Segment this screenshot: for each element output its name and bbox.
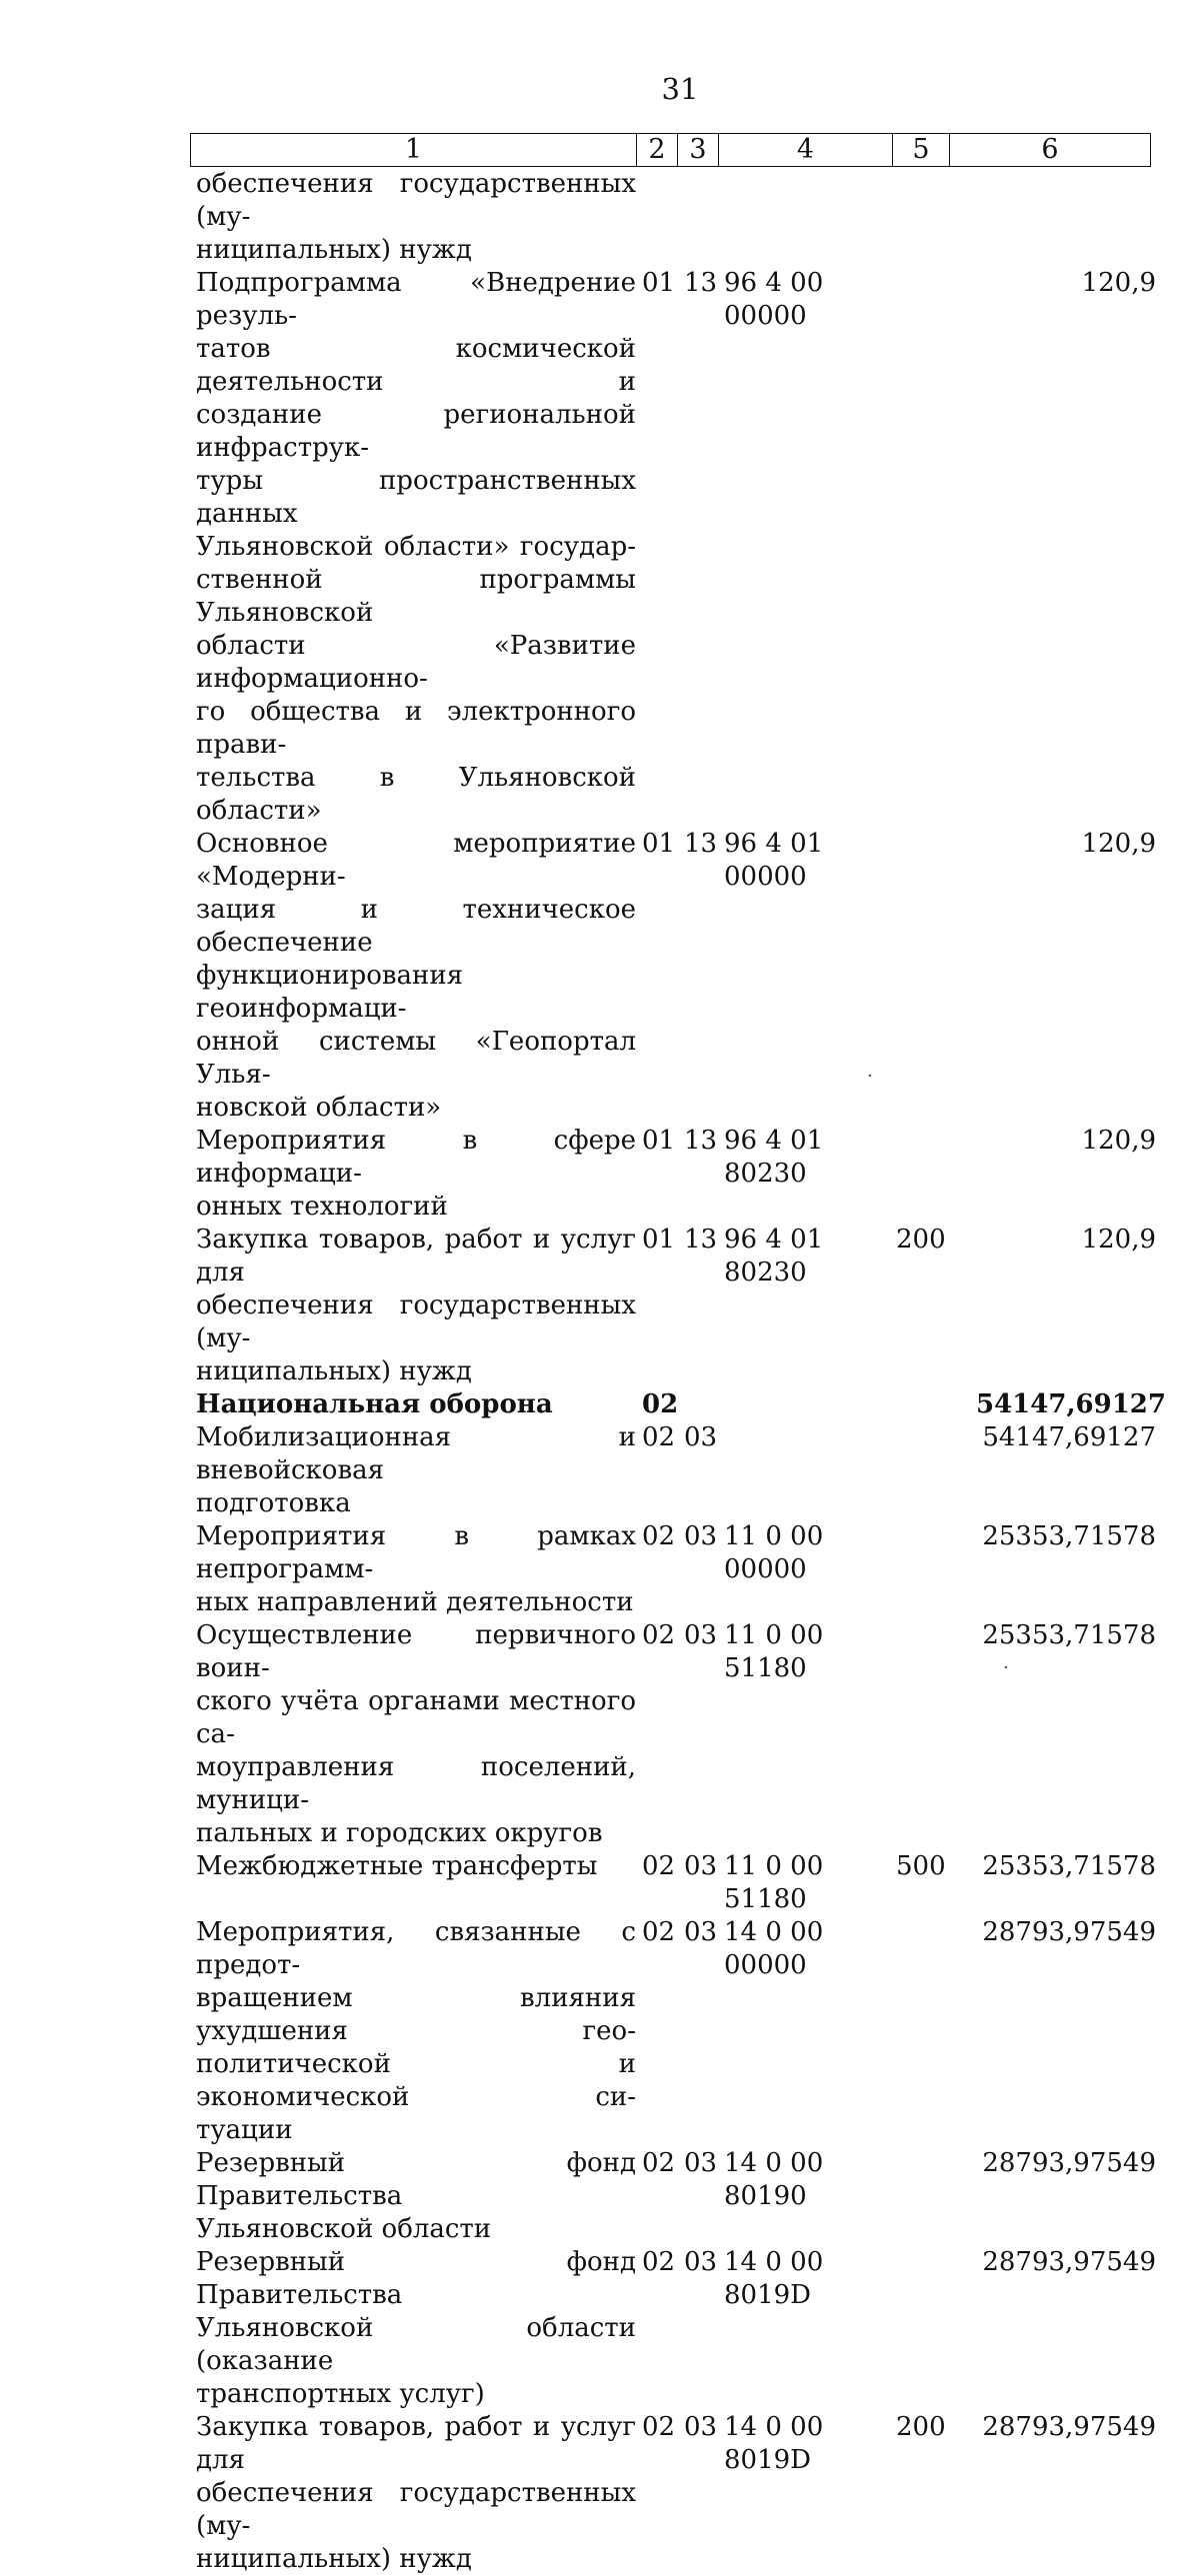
row-c3: 13 (684, 268, 718, 298)
row-name-line: транспортных услуг) (196, 2379, 485, 2409)
row-c6: 28793,97549 (982, 2247, 1156, 2277)
row-name (196, 828, 642, 1125)
row-name-line: пальных и городских округов (196, 1818, 603, 1848)
row-name-line: новской области» (196, 1093, 442, 1123)
row-c5 (896, 1520, 976, 1619)
row-c6: 25353,71578 (982, 1851, 1156, 1881)
row-name-line: Осуществление первичного воин- (196, 1620, 636, 1683)
row-name-line: вращением влияния ухудшения гео- (196, 1983, 636, 2046)
row-c2: 02 (642, 1851, 676, 1881)
row-c2: 01 (642, 1126, 676, 1156)
row-c2 (642, 168, 684, 267)
row-c2: 01 (642, 829, 676, 859)
row-name-line: Основное мероприятие «Модерни- (196, 829, 636, 892)
row-c6: 25353,71578 (982, 1620, 1156, 1650)
row-name-line: онной системы «Геопортал Улья- (196, 1027, 636, 1090)
row-c5 (896, 168, 976, 267)
row-c3: 03 (684, 1521, 718, 1551)
table-row (196, 1619, 1196, 1850)
row-c4 (724, 168, 896, 267)
row-c3: 13 (684, 1225, 718, 1255)
row-c3 (684, 1388, 724, 1421)
row-c5 (896, 1388, 976, 1421)
row-c4: 96 4 01 00000 (724, 829, 824, 892)
table-row (196, 2246, 1196, 2411)
row-name-line: го общества и электронного прави- (196, 697, 636, 760)
row-name-line: зация и техническое обеспечение (196, 895, 636, 958)
row-c5: 500 (896, 1851, 946, 1881)
row-name-line: создание региональной инфраструк- (196, 400, 636, 463)
row-c3: 03 (684, 2412, 718, 2442)
row-c6: 120,9 (1081, 829, 1156, 859)
row-name-line: обеспечения государственных (му- (196, 169, 636, 232)
header-col-3: 3 (678, 134, 719, 167)
row-name-line: туации (196, 2115, 293, 2145)
row-c4 (724, 1421, 896, 1520)
row-c6: 120,9 (1081, 1225, 1156, 1255)
row-name-line: ственной программы Ульяновской (196, 565, 636, 628)
table-body (196, 168, 1196, 2576)
row-c5 (896, 1421, 976, 1520)
row-c6: 28793,97549 (982, 2412, 1156, 2442)
header-col-5: 5 (893, 134, 950, 167)
row-name (196, 1520, 642, 1619)
row-name-line: обеспечения государственных (му- (196, 2478, 636, 2541)
row-c4: 11 0 00 51180 (724, 1851, 824, 1914)
table-row (196, 1421, 1196, 1520)
row-name-line: Резервный фонд Правительства (196, 2247, 636, 2310)
row-c3: 03 (684, 2148, 718, 2178)
row-c4: 11 0 00 51180 (724, 1620, 824, 1683)
table-row (196, 1224, 1196, 1388)
row-name-line: ных направлений деятельности (196, 1587, 634, 1617)
row-name (196, 1388, 642, 1421)
row-name-line: Мероприятия в рамках непрограмм- (196, 1521, 636, 1584)
row-c6: 120,9 (1081, 268, 1156, 298)
row-name (196, 1421, 642, 1520)
row-name-line: Закупка товаров, работ и услуг для (196, 1225, 636, 1288)
row-name (196, 168, 642, 267)
table-row (196, 828, 1196, 1125)
row-name-line: моуправления поселений, муници- (196, 1752, 636, 1815)
row-name-line: Национальная оборона (196, 1389, 553, 1419)
row-c4: 14 0 00 80190 (724, 2148, 824, 2211)
table-row (196, 1520, 1196, 1619)
table-row (196, 1125, 1196, 1224)
row-c5 (896, 1619, 976, 1850)
row-c3: 03 (684, 1422, 718, 1452)
row-c2: 01 (642, 268, 676, 298)
row-name-line: тельства в Ульяновской области» (196, 763, 636, 826)
row-name-line: функционирования геоинформаци- (196, 961, 464, 1024)
page-number: 31 (661, 72, 699, 106)
row-c4 (724, 1388, 896, 1421)
row-name (196, 1125, 642, 1224)
row-name-line: политической и экономической си- (196, 2049, 636, 2112)
row-name (196, 2147, 642, 2246)
row-c2: 02 (642, 2412, 676, 2442)
row-c5 (896, 1916, 976, 2147)
row-c5: 200 (896, 2412, 946, 2442)
header-col-6: 6 (950, 134, 1151, 167)
row-c3: 13 (684, 1126, 718, 1156)
row-name (196, 1619, 642, 1850)
row-name-line: Мероприятия в сфере информаци- (196, 1126, 636, 1189)
row-name-line: Мероприятия, связанные с предот- (196, 1917, 636, 1980)
row-c4: 11 0 00 00000 (724, 1521, 824, 1584)
row-name-line: ниципальных) нужд (196, 235, 472, 265)
row-c6: 54147,69127 (982, 1422, 1156, 1452)
row-c4: 96 4 00 00000 (724, 268, 824, 331)
table-row (196, 2147, 1196, 2246)
row-name-line: Закупка товаров, работ и услуг для (196, 2412, 636, 2475)
row-name (196, 1850, 642, 1916)
table-row (196, 1388, 1196, 1421)
scan-speck: · (1003, 1657, 1009, 1678)
row-name (196, 1224, 642, 1388)
row-c2: 02 (642, 1620, 676, 1650)
row-name (196, 2246, 642, 2411)
row-name-line: Мобилизационная и вневойсковая (196, 1422, 636, 1485)
row-name-line: области «Развитие информационно- (196, 631, 636, 694)
row-name-line: ниципальных) нужд (196, 2544, 472, 2574)
row-name-line: туры пространственных данных (196, 466, 636, 529)
row-c2: 01 (642, 1225, 676, 1255)
row-c5 (896, 828, 976, 1125)
row-c6: 120,9 (1081, 1126, 1156, 1156)
table-row (196, 168, 1196, 267)
row-c6: 28793,97549 (982, 2148, 1156, 2178)
row-c3: 03 (684, 1620, 718, 1650)
row-c3: 03 (684, 2247, 718, 2277)
row-name (196, 267, 642, 828)
table-row (196, 267, 1196, 828)
row-c3 (684, 168, 724, 267)
row-c4: 96 4 01 80230 (724, 1126, 824, 1189)
row-name (196, 1916, 642, 2147)
row-name-line: ниципальных) нужд (196, 1356, 472, 1386)
row-name (196, 2411, 642, 2576)
table-row (196, 1850, 1196, 1916)
row-c6: 25353,71578 (982, 1521, 1156, 1551)
row-name-line: Резервный фонд Правительства (196, 2148, 636, 2211)
row-c2: 02 (642, 1521, 676, 1551)
row-name-line: Ульяновской области (оказание (196, 2313, 636, 2376)
row-c2: 02 (642, 1422, 676, 1452)
row-name-line: обеспечения государственных (му- (196, 1290, 636, 1353)
row-c3: 03 (684, 1851, 718, 1881)
row-c2: 02 (642, 1389, 679, 1419)
row-c3: 03 (684, 1917, 718, 1947)
row-c6: 54147,69127 (976, 1389, 1166, 1419)
row-name-line: Ульяновской области» государ- (196, 532, 636, 562)
row-name-line: Межбюджетные трансферты (196, 1851, 598, 1881)
row-c2: 02 (642, 2247, 676, 2277)
row-c5 (896, 267, 976, 828)
scan-speck: · (867, 1066, 873, 1087)
header-col-1: 1 (191, 134, 637, 167)
row-name-line: татов космической деятельности и (196, 334, 636, 397)
row-c4: 14 0 00 8019D (724, 2412, 824, 2475)
row-c6 (976, 168, 1196, 267)
row-c6: 28793,97549 (982, 1917, 1156, 1947)
row-c5 (896, 2246, 976, 2411)
row-name-line: Подпрограмма «Внедрение резуль- (196, 268, 636, 331)
row-c4: 96 4 01 80230 (724, 1225, 824, 1288)
header-col-4: 4 (719, 134, 893, 167)
table-header (190, 133, 1151, 167)
row-c5: 200 (896, 1225, 946, 1255)
header-col-2: 2 (637, 134, 678, 167)
row-name-line: ского учёта органами местного са- (196, 1686, 636, 1749)
row-c5 (896, 2147, 976, 2246)
row-name-line: онных технологий (196, 1192, 448, 1222)
row-c4: 14 0 00 00000 (724, 1917, 824, 1980)
row-name-line: Ульяновской области (196, 2214, 492, 2244)
row-c2: 02 (642, 2148, 676, 2178)
row-c4: 14 0 00 8019D (724, 2247, 824, 2310)
row-c3: 13 (684, 829, 718, 859)
row-c5 (896, 1125, 976, 1224)
table-row (196, 1916, 1196, 2147)
table-row (196, 2411, 1196, 2576)
row-name-line: подготовка (196, 1488, 351, 1518)
row-c2: 02 (642, 1917, 676, 1947)
